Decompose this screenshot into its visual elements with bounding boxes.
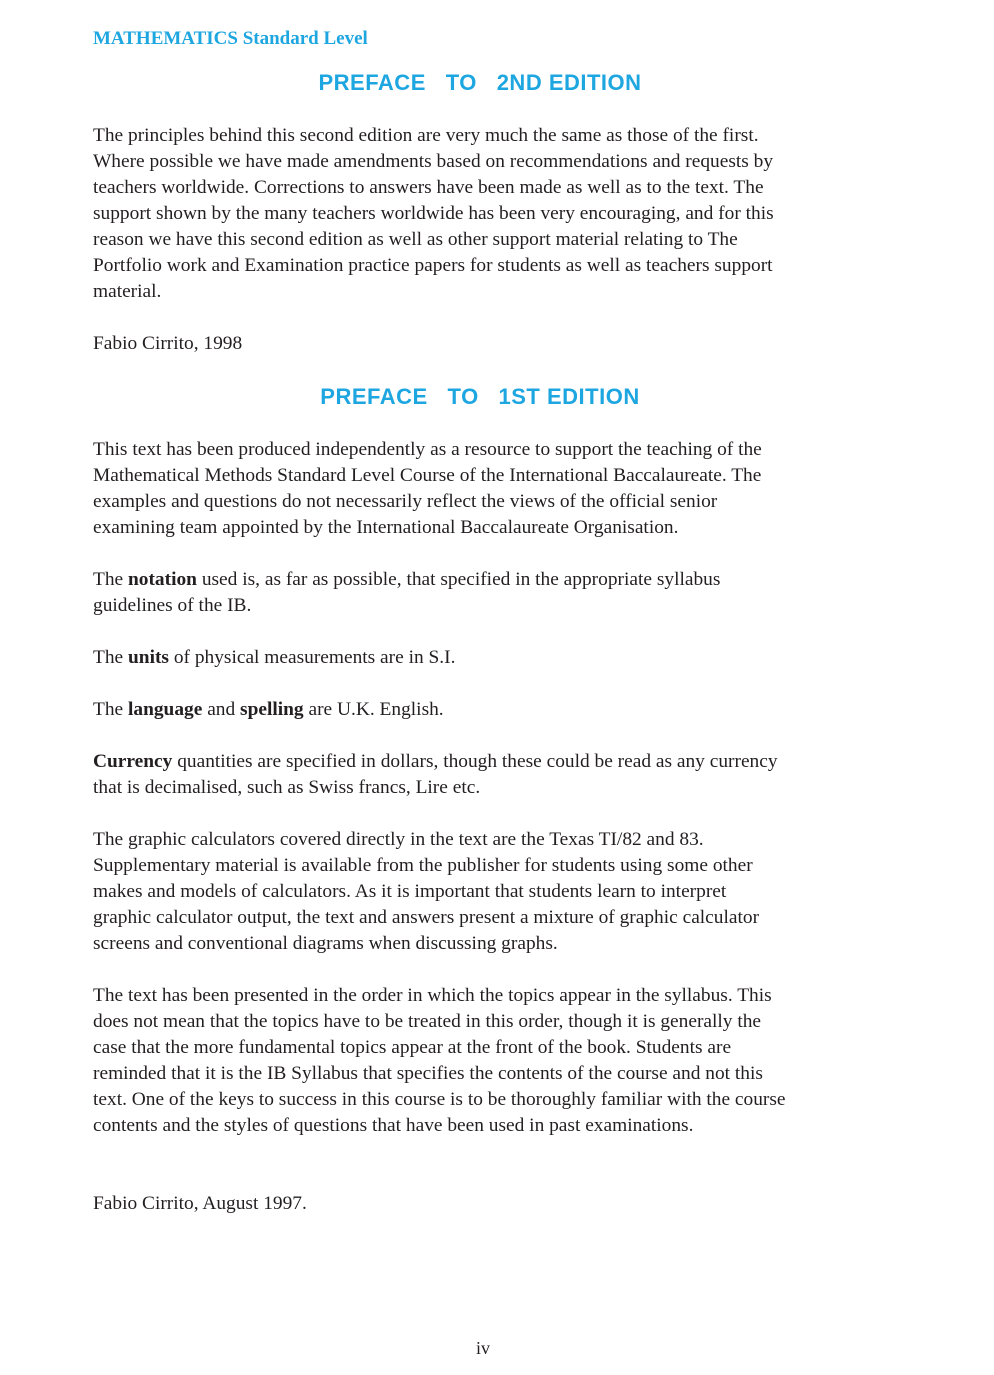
language-term: language (128, 699, 203, 720)
text-line: reason we have this second edition as well as other support material relating to The (93, 229, 738, 250)
preface-2nd-edition-body (93, 123, 873, 305)
preface-2nd-edition-signature (93, 331, 873, 357)
text-run: used is, as far as possible, that specified in the appropriate syllabus (196, 569, 721, 590)
text-line (93, 567, 873, 593)
text-line: material. (93, 281, 162, 302)
text-run: The (93, 699, 128, 720)
text-line: text. One of the keys to success in this course is to be thoroughly familiar with the course (93, 1089, 786, 1110)
preface-2nd-edition-heading: PREFACE TO 2ND EDITION (318, 70, 642, 95)
text-line (93, 749, 873, 775)
text-line: Supplementary material is available from the publisher for students using some other (93, 855, 753, 876)
text-run: of physical measurements are in S.I. (168, 647, 456, 668)
text-line: Mathematical Methods Standard Level Course of the International Baccalaureate. The (93, 465, 762, 486)
calculators-paragraph (93, 827, 873, 957)
text-line: Where possible we have made amendments based on recommendations and requests by (93, 151, 774, 172)
spelling-term: spelling (240, 699, 304, 720)
text-line: The graphic calculators covered directly in the text are the Texas TI/82 and 83. (93, 829, 704, 850)
currency-term: Currency (93, 751, 173, 772)
text-line (93, 697, 873, 723)
currency-paragraph (93, 749, 873, 801)
notation-paragraph (93, 567, 873, 619)
text-line: case that the more fundamental topics appear at the front of the book. Students are (93, 1037, 732, 1058)
text-line: The principles behind this second edition are very much the same as those of the first. (93, 125, 759, 146)
text-run: The (93, 647, 128, 668)
text-line: reminded that it is the IB Syllabus that specifies the contents of the course and not this (93, 1063, 763, 1084)
text-line (93, 645, 873, 671)
text-line: that is decimalised, such as Swiss francs, Lire etc. (93, 777, 481, 798)
text-line: screens and conventional diagrams when discussing graphs. (93, 933, 558, 954)
page-number: iv (475, 1338, 490, 1358)
text-line: contents and the styles of questions that have been used in past examinations. (93, 1115, 694, 1136)
preface-1st-edition-heading: PREFACE TO 1ST EDITION (320, 384, 640, 409)
text-run: The (93, 569, 128, 590)
signature-text: Fabio Cirrito, 1998 (93, 333, 243, 354)
preface-1st-edition-signature (93, 1191, 873, 1217)
text-line: The text has been presented in the order in which the topics appear in the syllabus. This (93, 985, 772, 1006)
text-line: teachers worldwide. Corrections to answers have been made as well as to the text. The (93, 177, 764, 198)
signature-text: Fabio Cirrito, August 1997. (93, 1193, 307, 1214)
text-line: graphic calculator output, the text and answers present a mixture of graphic calculator (93, 907, 760, 928)
units-term: units (128, 647, 169, 668)
units-paragraph (93, 645, 873, 671)
text-line: Portfolio work and Examination practice papers for students as well as teachers support (93, 255, 773, 276)
text-line: makes and models of calculators. As it is important that students learn to interpret (93, 881, 727, 902)
text-line: examining team appointed by the International Baccalaureate Organisation. (93, 517, 679, 538)
text-line: This text has been produced independently as a resource to support the teaching of the (93, 439, 762, 460)
language-paragraph (93, 697, 873, 723)
text-run: are U.K. English. (303, 699, 444, 720)
running-head: MATHEMATICS Standard Level (93, 28, 368, 49)
text-line: does not mean that the topics have to be treated in this order, though it is generally the (93, 1011, 762, 1032)
order-paragraph (93, 983, 873, 1139)
text-run: and (202, 699, 241, 720)
text-run: quantities are specified in dollars, though these could be read as any currency (172, 751, 778, 772)
text-line: examples and questions do not necessarily reflect the views of the official senior (93, 491, 718, 512)
notation-term: notation (128, 569, 197, 590)
intro-paragraph (93, 437, 873, 541)
text-line: guidelines of the IB. (93, 595, 252, 616)
text-line: support shown by the many teachers worldwide has been very encouraging, and for this (93, 203, 774, 224)
